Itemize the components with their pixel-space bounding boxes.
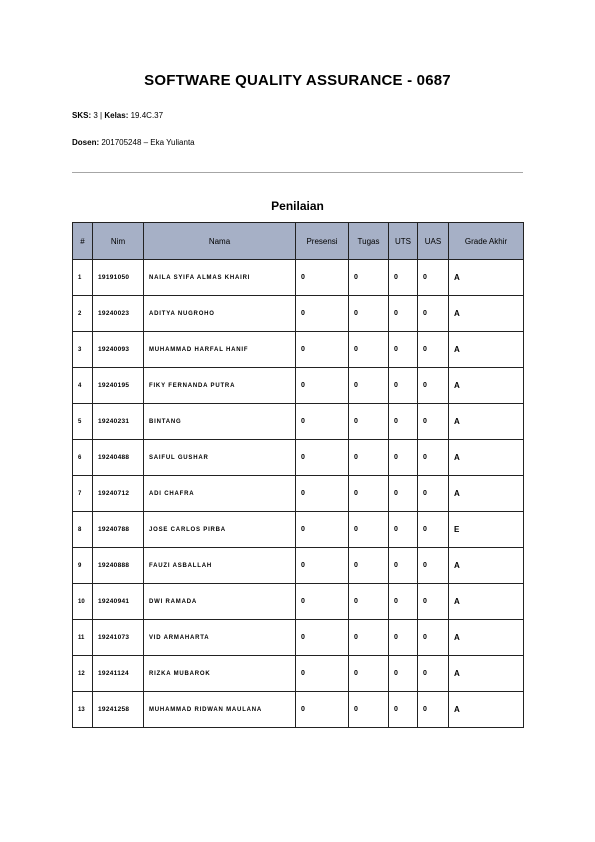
- cell-nama: SAIFUL GUSHAR: [144, 440, 296, 476]
- cell-grade: A: [449, 656, 524, 692]
- cell-uts: 0: [389, 584, 418, 620]
- cell-presensi: 0: [296, 512, 349, 548]
- table-row: [73, 476, 524, 512]
- cell-nim: 19240788: [93, 512, 144, 548]
- cell-uts: 0: [389, 476, 418, 512]
- page-title: SOFTWARE QUALITY ASSURANCE - 0687: [144, 72, 451, 89]
- cell-uas: 0: [418, 332, 449, 368]
- cell-nama: NAILA SYIFA ALMAS KHAIRI: [144, 260, 296, 296]
- row-number: 9: [73, 548, 93, 584]
- row-number: 13: [73, 692, 93, 728]
- cell-uas: 0: [418, 584, 449, 620]
- cell-grade: A: [449, 692, 524, 728]
- table-row: [73, 296, 524, 332]
- table-row: [73, 368, 524, 404]
- cell-tugas: 0: [349, 440, 389, 476]
- column-header-tugas: Tugas: [349, 223, 389, 260]
- table-row: [73, 404, 524, 440]
- cell-nim: 19240941: [93, 584, 144, 620]
- cell-grade: A: [449, 620, 524, 656]
- cell-presensi: 0: [296, 368, 349, 404]
- cell-nim: 19241258: [93, 692, 144, 728]
- cell-uts: 0: [389, 404, 418, 440]
- cell-uas: 0: [418, 404, 449, 440]
- cell-uas: 0: [418, 620, 449, 656]
- cell-tugas: 0: [349, 656, 389, 692]
- cell-uas: 0: [418, 296, 449, 332]
- sks-value: 3: [93, 111, 98, 120]
- cell-tugas: 0: [349, 296, 389, 332]
- row-number: 5: [73, 404, 93, 440]
- column-header-grade-akhir: Grade Akhir: [449, 223, 524, 260]
- cell-presensi: 0: [296, 548, 349, 584]
- cell-tugas: 0: [349, 368, 389, 404]
- row-number: 11: [73, 620, 93, 656]
- table-row: [73, 656, 524, 692]
- cell-grade: A: [449, 332, 524, 368]
- cell-nama: RIZKA MUBAROK: [144, 656, 296, 692]
- row-number: 12: [73, 656, 93, 692]
- cell-nim: 19240195: [93, 368, 144, 404]
- cell-grade: A: [449, 440, 524, 476]
- cell-presensi: 0: [296, 404, 349, 440]
- cell-tugas: 0: [349, 476, 389, 512]
- table-row: [73, 440, 524, 476]
- cell-uts: 0: [389, 296, 418, 332]
- cell-nama: FIKY FERNANDA PUTRA: [144, 368, 296, 404]
- cell-grade: A: [449, 404, 524, 440]
- cell-presensi: 0: [296, 584, 349, 620]
- table-row: [73, 512, 524, 548]
- cell-presensi: 0: [296, 296, 349, 332]
- cell-nim: 19240093: [93, 332, 144, 368]
- cell-grade: A: [449, 368, 524, 404]
- cell-grade: A: [449, 584, 524, 620]
- row-number: 4: [73, 368, 93, 404]
- cell-grade: E: [449, 512, 524, 548]
- cell-uas: 0: [418, 548, 449, 584]
- info-separator: |: [100, 111, 103, 120]
- column-header-nim: Nim: [93, 223, 144, 260]
- cell-nama: VID ARMAHARTA: [144, 620, 296, 656]
- cell-nim: 19240488: [93, 440, 144, 476]
- cell-nama: MUHAMMAD RIDWAN MAULANA: [144, 692, 296, 728]
- cell-uas: 0: [418, 692, 449, 728]
- cell-nama: BINTANG: [144, 404, 296, 440]
- row-number: 1: [73, 260, 93, 296]
- cell-uts: 0: [389, 692, 418, 728]
- row-number: 3: [73, 332, 93, 368]
- row-number: 7: [73, 476, 93, 512]
- cell-uts: 0: [389, 656, 418, 692]
- cell-uts: 0: [389, 548, 418, 584]
- lecturer-info: [72, 138, 195, 147]
- column-header-uts: UTS: [389, 223, 418, 260]
- cell-tugas: 0: [349, 332, 389, 368]
- table-row: [73, 332, 524, 368]
- cell-uts: 0: [389, 440, 418, 476]
- cell-presensi: 0: [296, 332, 349, 368]
- course-info: [72, 111, 163, 120]
- cell-nim: 19191050: [93, 260, 144, 296]
- row-number: 2: [73, 296, 93, 332]
- cell-tugas: 0: [349, 620, 389, 656]
- cell-nama: FAUZI ASBALLAH: [144, 548, 296, 584]
- cell-nim: 19241124: [93, 656, 144, 692]
- table-row: [73, 584, 524, 620]
- row-number: 8: [73, 512, 93, 548]
- table-row: [73, 620, 524, 656]
- cell-nim: 19241073: [93, 620, 144, 656]
- cell-tugas: 0: [349, 260, 389, 296]
- table-row: [73, 692, 524, 728]
- cell-grade: A: [449, 548, 524, 584]
- cell-uts: 0: [389, 512, 418, 548]
- cell-uts: 0: [389, 260, 418, 296]
- cell-tugas: 0: [349, 512, 389, 548]
- kelas-value: 19.4C.37: [130, 111, 164, 120]
- cell-uts: 0: [389, 368, 418, 404]
- cell-grade: A: [449, 260, 524, 296]
- dosen-value: 201705248 – Eka Yulianta: [101, 138, 195, 147]
- cell-tugas: 0: [349, 548, 389, 584]
- column-header-presensi: Presensi: [296, 223, 349, 260]
- sks-label: SKS:: [72, 111, 92, 120]
- cell-nama: JOSE CARLOS PIRBA: [144, 512, 296, 548]
- dosen-label: Dosen:: [72, 138, 100, 147]
- cell-uas: 0: [418, 476, 449, 512]
- cell-nim: 19240888: [93, 548, 144, 584]
- cell-uas: 0: [418, 512, 449, 548]
- cell-grade: A: [449, 476, 524, 512]
- row-number: 6: [73, 440, 93, 476]
- cell-presensi: 0: [296, 692, 349, 728]
- cell-presensi: 0: [296, 260, 349, 296]
- column-header-nama: Nama: [144, 223, 296, 260]
- cell-uts: 0: [389, 332, 418, 368]
- cell-presensi: 0: [296, 476, 349, 512]
- cell-tugas: 0: [349, 692, 389, 728]
- cell-nim: 19240023: [93, 296, 144, 332]
- cell-nama: ADITYA NUGROHO: [144, 296, 296, 332]
- cell-uas: 0: [418, 368, 449, 404]
- cell-nim: 19240231: [93, 404, 144, 440]
- cell-uts: 0: [389, 620, 418, 656]
- cell-uas: 0: [418, 440, 449, 476]
- column-header-uas: UAS: [418, 223, 449, 260]
- column-header-no: #: [73, 223, 93, 260]
- cell-uas: 0: [418, 656, 449, 692]
- cell-grade: A: [449, 296, 524, 332]
- cell-presensi: 0: [296, 620, 349, 656]
- table-row: [73, 548, 524, 584]
- cell-uas: 0: [418, 260, 449, 296]
- row-number: 10: [73, 584, 93, 620]
- section-title: Penilaian: [271, 199, 324, 213]
- cell-presensi: 0: [296, 656, 349, 692]
- divider: [72, 172, 523, 173]
- table-row: [73, 260, 524, 296]
- grades-table: [72, 222, 524, 728]
- cell-nim: 19240712: [93, 476, 144, 512]
- cell-nama: ADI CHAFRA: [144, 476, 296, 512]
- cell-presensi: 0: [296, 440, 349, 476]
- cell-nama: DWI RAMADA: [144, 584, 296, 620]
- kelas-label: Kelas:: [104, 111, 129, 120]
- table-header-row: [73, 223, 524, 260]
- cell-nama: MUHAMMAD HARFAL HANIF: [144, 332, 296, 368]
- cell-tugas: 0: [349, 584, 389, 620]
- cell-tugas: 0: [349, 404, 389, 440]
